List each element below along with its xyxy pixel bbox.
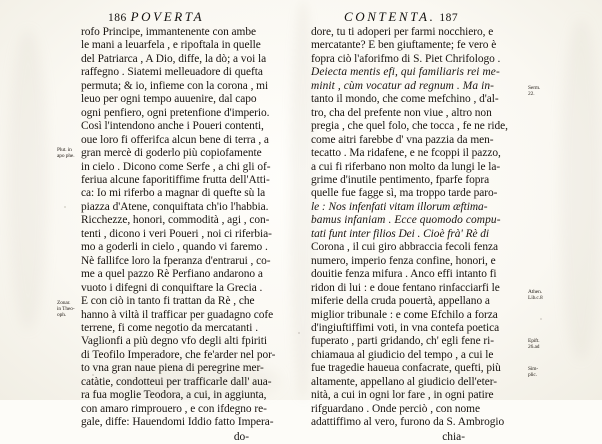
marginal-note-line: apo phe. xyxy=(57,153,75,160)
text-line: Così l'intendono anche i Poueri contenti, xyxy=(81,120,264,133)
text-line: bamus infaniam . Ecce quomodo compu- xyxy=(311,214,501,227)
text-line: chiamaua al giudicio del tempo , a cui le xyxy=(311,348,494,361)
marginal-note-line: Sim- xyxy=(528,366,539,372)
text-line: Vaglionfi a più degno vfo degli alti fpiriti xyxy=(81,335,268,348)
catchword: do- xyxy=(233,430,249,443)
marginal-note-line: Serm. xyxy=(528,85,541,91)
marginal-note-athenaeus xyxy=(528,289,568,301)
text-line: tati funt inter filios Dei . Cioè frà' Rè di xyxy=(311,227,490,240)
text-line: mercatante? E ben giuftamente; fe vero è xyxy=(311,39,497,52)
text-line: oue loro fi offerifca alcun bene di terra , a xyxy=(81,133,269,146)
text-line: in cielo . Dicono come Serfe , a chi gli of- xyxy=(81,160,271,173)
text-line: d'ingiuftiffimi voti, in vna contefa poetica xyxy=(311,321,500,334)
text-line: me a quel pazzo Rè Perfiano andarono a xyxy=(81,268,263,281)
ink-speck xyxy=(540,318,542,320)
text-line: Ricchezze, honori, commodità , agi , con- xyxy=(81,214,270,227)
marginal-note-line: Zonar. xyxy=(57,300,71,306)
text-line: permuta; & io, infieme con la corona , mi xyxy=(81,79,269,92)
marginal-note-line: plic. xyxy=(528,372,537,379)
text-line: tanto il mondo, che come mefchino , d'al- xyxy=(311,93,499,106)
text-line: mo a goderli in cielo , quando vi faremo . xyxy=(81,241,268,254)
text-line: ca: Io mi riferbo a magnar di quefte sù la xyxy=(81,187,266,200)
text-line: Nè fallifce loro la fperanza d'entrarui , co- xyxy=(81,254,271,267)
text-line: tenti , dicono i veri Poueri , noi ci riferbia- xyxy=(81,227,272,240)
text-line: raffegno . Siatemi melleuadore di quefta xyxy=(81,66,263,79)
text-line: ridon di lui : e doue fentano rinfacciarfi le xyxy=(311,281,500,294)
text-line: numero, imperio fenza confine, honori, e xyxy=(311,254,496,267)
marginal-note-sermon xyxy=(528,85,568,97)
text-line: vuoto i difegni di conquiftare la Grecia . xyxy=(81,281,263,294)
text-line: ogni penfiero, ogni pretenfione d'imperio. xyxy=(81,106,270,119)
text-line: tecatto . Ma ridafene, e ne fcoppi il pazzo, xyxy=(311,147,501,160)
running-header-right xyxy=(344,9,458,25)
text-line: ra fua moglie Teodora, a cui, in aggiunta, xyxy=(81,389,267,402)
text-line: fue tragedie haueua confacrate, quefti, più xyxy=(311,362,501,375)
marginal-note-line: Lib.c.8 xyxy=(528,295,543,302)
folio-number-right: 187 xyxy=(439,12,459,24)
text-line: pregia , che quel folo, che tocca , fe ne ride, xyxy=(311,120,508,133)
text-line: Corona , il cui giro abbraccia fecoli fenza xyxy=(311,241,498,254)
text-line: hanno à viltà il trafficar per guadagno cofe xyxy=(81,308,274,321)
paper-stain xyxy=(8,30,48,330)
text-line: terrene, fi come negotio da mercatanti . xyxy=(81,321,259,334)
marginal-note-line: 22. xyxy=(528,91,535,98)
text-line: leuo per ogni tempo auuenire, dal capo xyxy=(81,93,257,106)
running-header-left xyxy=(108,9,204,25)
text-line: minit , cùm vocatur ad regnum . Ma in- xyxy=(311,79,495,92)
text-line: gale, diffe: Hauendomi Iddio fatto Impera- xyxy=(81,416,274,429)
marginal-note-line: 26.ad xyxy=(528,344,540,351)
text-line: altamente, appellano al giudicio dell'eter- xyxy=(311,375,497,388)
marginal-note-line: Epift. xyxy=(528,338,540,344)
marginal-note-line: in Theo- xyxy=(57,306,75,313)
marginal-note-zonaras xyxy=(57,300,97,319)
text-line: dore, tu ti adoperi per farmi nocchiero, e xyxy=(311,26,494,38)
text-line: douitie fenza mifura . Anco effi intanto fi xyxy=(311,268,497,281)
ink-speck xyxy=(64,206,66,208)
text-line: fuperato , parti gridando, ch' egli fene ri- xyxy=(311,335,494,348)
text-line: rofo Principe, immantenente con ambe xyxy=(81,26,257,38)
text-line: tro, cha del prefente non viue , altro non xyxy=(311,106,492,119)
text-line: di Teofilo Imperadore, che fe'arder nel por- xyxy=(81,348,276,361)
header-title-left: POVERTA xyxy=(130,9,205,24)
text-line: grime d'inutile pentimento, fparfe fopra xyxy=(311,173,490,186)
text-line: miglior tribunale : e come Efchilo a forza xyxy=(311,308,498,321)
text-line: del Patriarca , A Dio, diffe, la dò; a voi la xyxy=(81,52,267,65)
text-line: fopra ciò l'aforifmo di S. Piet Chrifologo . xyxy=(311,52,501,65)
text-line: catàtie, condotteui per trafficarle dall' aua- xyxy=(81,375,272,388)
text-line: piazza d'Atene, conquiftata ch'io l'habbia. xyxy=(81,200,269,213)
marginal-note-line: oph. xyxy=(57,312,67,319)
marginal-note-plutarch xyxy=(57,147,97,159)
text-line: a cui fi riferbano non molto da lungi le la- xyxy=(311,160,501,173)
text-line: feriua alcune faporitiffime frutta dell'Atti- xyxy=(81,173,270,186)
marginal-note-line: Athen. xyxy=(528,289,542,295)
marginal-note-epistle xyxy=(528,338,568,350)
text-line: le mani a leuarfela , e ripoftala in quelle xyxy=(81,39,261,52)
header-title-right: CONTENTA. xyxy=(344,9,436,24)
ink-speck xyxy=(298,332,300,334)
text-line: to vna gran naue piena di peregrine mer- xyxy=(81,362,264,375)
text-line: rifguardano . Onde perciò , con nome xyxy=(311,402,480,415)
text-column-right xyxy=(311,26,525,444)
text-column-left xyxy=(81,26,295,444)
text-line: E con ciò in tanto fi trattan da Rè , che xyxy=(81,295,255,308)
text-line: nità, a cui in ogni lor fare , in ogni patire xyxy=(311,389,494,402)
catchword: chia- xyxy=(442,430,465,443)
text-line: le : Nos infenfati vitam illorum æftima- xyxy=(311,200,488,213)
text-line: miferie della cruda pouertà, appellano a xyxy=(311,295,490,308)
paper-stain xyxy=(560,20,602,360)
marginal-note-simplicianus xyxy=(528,366,568,378)
text-line: adattiffimo al vero, furono da S. Ambrogio xyxy=(311,416,505,429)
text-line: gran mercè di goderlo più copiofamente xyxy=(81,147,262,160)
text-line: con amaro rimprouero , e con ifdegno re- xyxy=(81,402,267,415)
text-line: quelle fue fagge sì, ma troppo tarde paro- xyxy=(311,187,498,200)
text-line: come aitri farebbe d' vna pazzia da men- xyxy=(311,133,494,146)
folio-number-left: 186 xyxy=(108,12,127,24)
marginal-note-line: Plut. in xyxy=(57,147,72,153)
text-line: Deiecta mentis efi, qui familiaris rei me- xyxy=(311,66,500,79)
